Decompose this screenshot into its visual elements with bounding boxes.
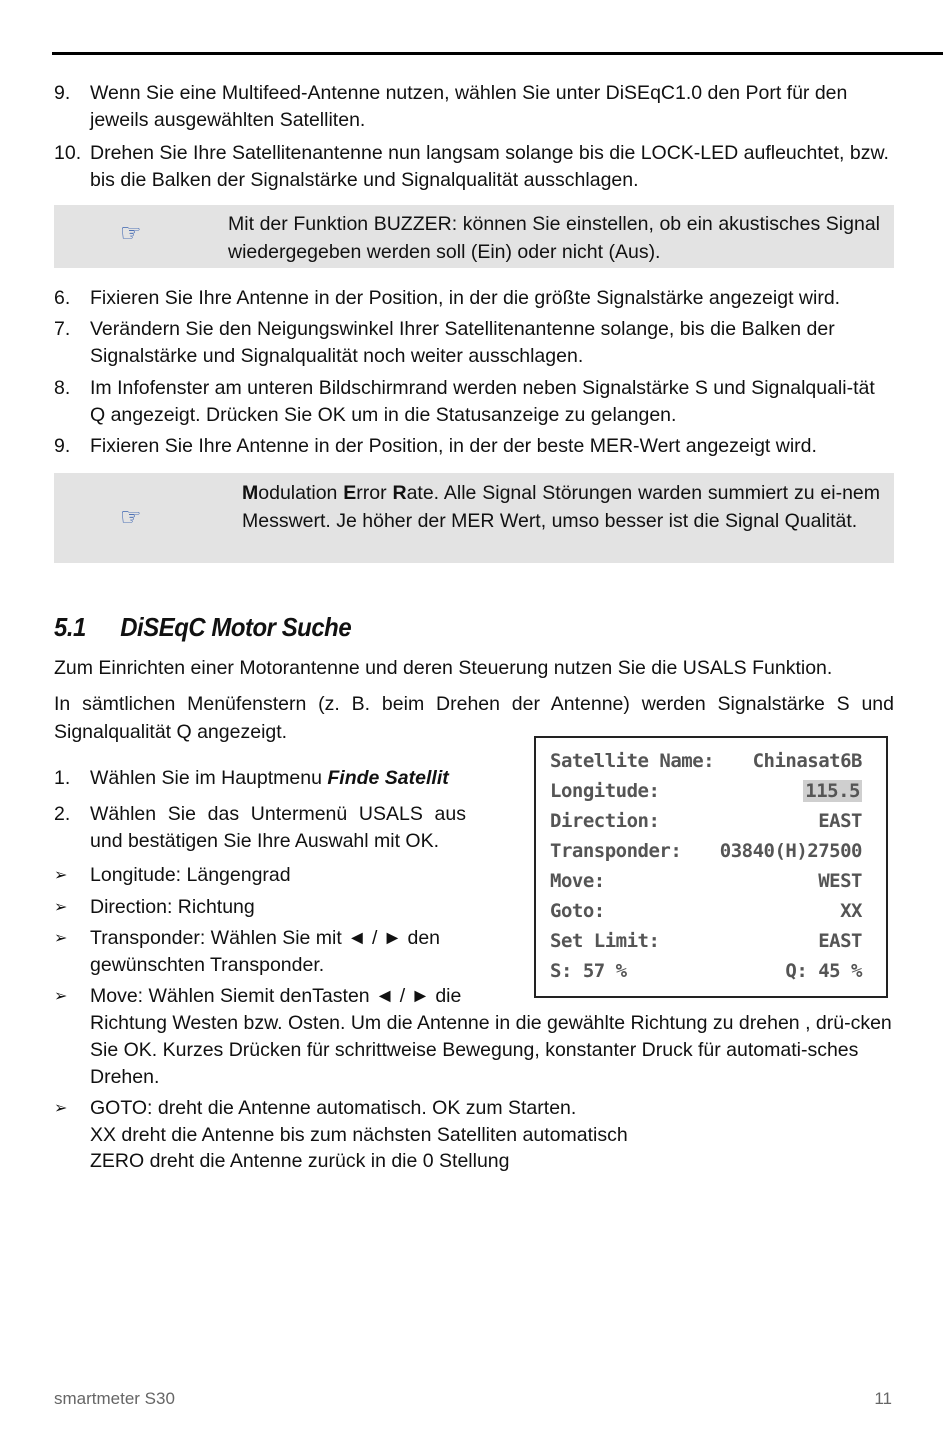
item-number: 1. — [54, 767, 71, 789]
item-number: 9. — [54, 435, 71, 457]
item-text: Fixieren Sie Ihre Antenne in der Position, in der die größte Signalstärke angezeigt wird. — [90, 287, 841, 309]
screen-row: Goto: XX — [550, 900, 862, 922]
intro-paragraph: In sämtlichen Menüfenstern (z. B. beim Drehen der Antenne) werden Signalstärke S und Signalqualität Q angezeigt. — [54, 693, 894, 743]
list-item — [54, 375, 894, 429]
item-number: 9. — [54, 82, 71, 104]
item-text: Wählen Sie das Untermenü USALS aus und bestätigen Sie Ihre Auswahl mit OK. — [90, 803, 466, 852]
header-rule — [52, 52, 943, 55]
list-item — [54, 765, 474, 792]
receiver-screen-image — [534, 736, 888, 998]
item-text: Drehen Sie Ihre Satellitenantenne nun langsam solange bis die LOCK-LED aufleuchtet, bzw. bis die Balken der Signalstärke und Signalqualität ausschlagen. — [90, 142, 889, 191]
list-item — [54, 140, 894, 194]
arrow-bullet-icon: ➢ — [54, 899, 68, 916]
selected-value: 115.5 — [805, 780, 860, 802]
arrow-bullet-icon: ➢ — [54, 930, 68, 947]
note-box — [54, 473, 894, 563]
item-text: Wählen Sie im Hauptmenu Finde Satellit — [90, 767, 449, 789]
section-number: 5.1 — [54, 612, 86, 642]
pointing-hand-icon: ☞ — [120, 503, 142, 531]
screen-row: Set Limit: EAST — [550, 930, 862, 952]
section-heading — [54, 612, 351, 643]
screen-row: Move: WEST — [550, 870, 862, 892]
screen-row: Satellite Name: Chinasat6B — [550, 750, 862, 772]
section-title: DiSEqC Motor Suche — [120, 612, 352, 642]
note-box — [54, 205, 894, 268]
note-text: Mit der Funktion BUZZER: können Sie einstellen, ob ein akustisches Signal wiedergegeben werden soll (Ein) oder nicht (Aus). — [228, 213, 880, 263]
list-item — [54, 316, 894, 370]
list-item — [54, 433, 894, 460]
item-number: 10. — [54, 142, 82, 164]
screen-row: Direction: EAST — [550, 810, 862, 832]
screen-row: Longitude: 115.5 — [550, 780, 860, 802]
footer-product: smartmeter S30 — [54, 1389, 175, 1408]
pointing-hand-icon: ☞ — [120, 219, 142, 247]
screen-row: Transponder: 03840(H)27500 — [550, 840, 862, 862]
item-number: 7. — [54, 318, 71, 340]
item-text: Verändern Sie den Neigungswinkel Ihrer Satellitenantenne solange, bis die Balken der Signalstärke und Signalqualität noch weiter ausschlagen. — [90, 318, 835, 367]
arrow-bullet-icon: ➢ — [54, 988, 68, 1005]
screen-row: S: 57 % Q: 45 % — [550, 960, 862, 982]
item-text: Wenn Sie eine Multifeed-Antenne nutzen, wählen Sie unter DiSEqC1.0 den Port für den jeweils ausgewählten Satelliten. — [90, 82, 848, 131]
intro-paragraph: Zum Einrichten einer Motorantenne und deren Steuerung nutzen Sie die USALS Funktion. — [54, 657, 833, 679]
note-text: Modulation Error Rate. Alle Signal Störungen warden summiert zu ei-nem Messwert. Je höher der MER Wert, umso besser ist die Signal Qualität. — [242, 482, 880, 532]
item-number: 2. — [54, 803, 71, 825]
page-number: 11 — [874, 1389, 892, 1408]
list-item — [54, 80, 894, 134]
list-item — [54, 285, 894, 312]
arrow-bullet-icon: ➢ — [54, 867, 68, 884]
item-number: 8. — [54, 377, 71, 399]
list-item — [54, 801, 466, 855]
item-text: Im Infofenster am unteren Bildschirmrand werden neben Signalstärke S und Signalquali-tät Q angezeigt. Drücken Sie OK um in die Statusanzeige zu gelangen. — [90, 377, 875, 426]
item-number: 6. — [54, 287, 71, 309]
item-text: Fixieren Sie Ihre Antenne in der Position, in der der beste MER-Wert angezeigt wird. — [90, 435, 817, 457]
arrow-bullet-icon: ➢ — [54, 1100, 68, 1117]
